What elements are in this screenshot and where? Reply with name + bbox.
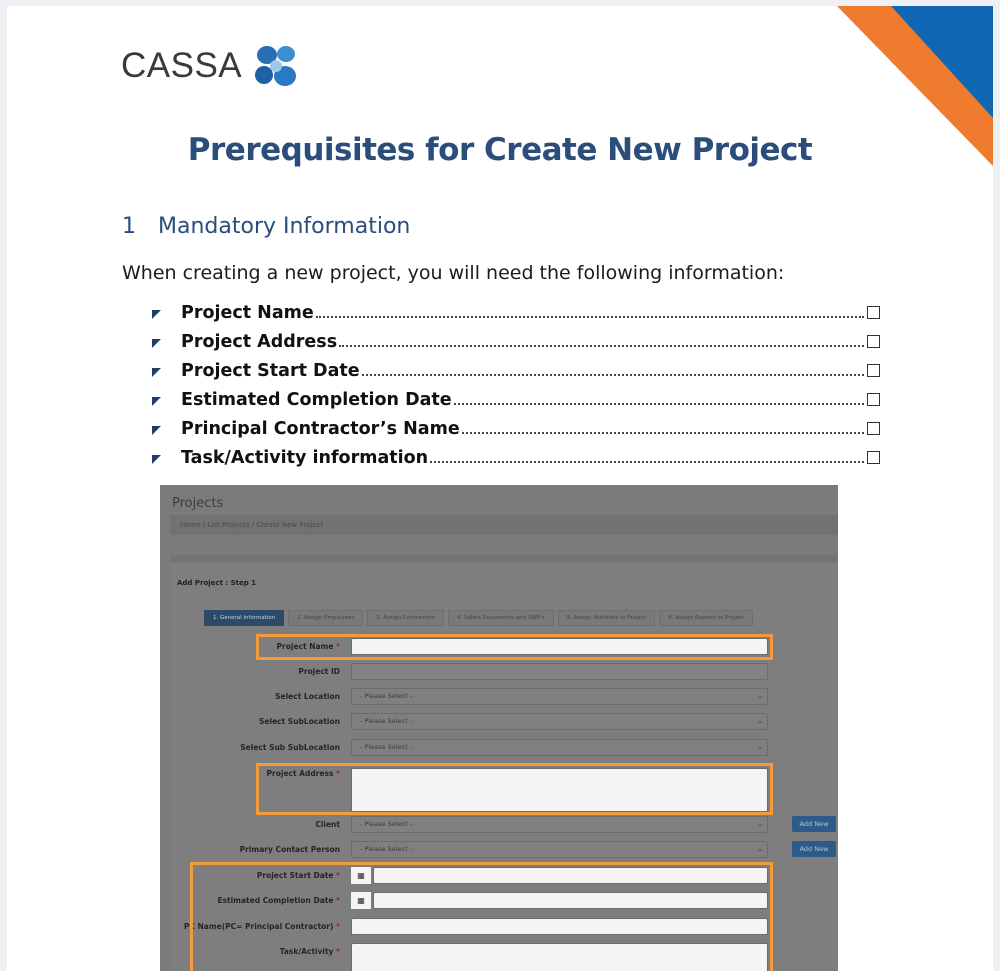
checklist-item-label: Project Address (181, 331, 338, 352)
checkbox[interactable] (867, 422, 880, 435)
bullet-icon (152, 339, 161, 348)
chevron-down-icon: ⌄ (757, 820, 763, 828)
page-title: Prerequisites for Create New Project (187, 132, 813, 168)
bullet-icon (152, 397, 161, 406)
subsublocation-select[interactable]: - Please Select - ⌄ (351, 739, 768, 756)
chevron-down-icon: ⌄ (757, 845, 763, 853)
select-subsublocation-row (160, 737, 838, 759)
create-project-screenshot (160, 485, 838, 971)
field-label: Task/Activity * (279, 947, 340, 956)
checkbox[interactable] (867, 451, 880, 464)
section-number: 1 (122, 214, 136, 239)
logo-text: CASSA (121, 46, 243, 85)
tab-assign-activities[interactable]: 5. Assign Activities to Project (558, 610, 656, 626)
wizard-tabs (204, 610, 757, 626)
dot-leader (339, 331, 864, 347)
intro-paragraph: When creating a new project, you will need the following information: (122, 262, 785, 284)
add-new-contact-button[interactable]: Add New (792, 841, 836, 857)
client-row (160, 814, 838, 836)
client-select[interactable]: - Please Select - ⌄ (351, 816, 768, 833)
field-label: Select Sub SubLocation (240, 743, 340, 752)
add-new-client-button[interactable]: Add New (792, 816, 836, 832)
dot-leader (316, 302, 864, 318)
checklist-item (152, 327, 880, 356)
dot-leader (362, 360, 864, 376)
breadcrumb: Home / List Projects / Create New Project (170, 515, 838, 535)
highlight-project-address (256, 763, 773, 815)
dot-leader (462, 418, 864, 434)
dot-leader (454, 389, 864, 405)
card-header: Add Project : Step 1 (177, 579, 257, 587)
cassa-logo (121, 40, 302, 92)
bullet-icon (152, 310, 161, 319)
chevron-down-icon: ⌄ (757, 717, 763, 725)
checklist-item-label: Principal Contractor’s Name (181, 418, 460, 439)
primary-contact-select[interactable]: - Please Select - ⌄ (351, 841, 768, 858)
chevron-down-icon: ⌄ (757, 743, 763, 751)
checklist-item (152, 385, 880, 414)
bullet-icon (152, 368, 161, 377)
field-label: Project Address * (266, 769, 340, 778)
field-label: Select Location (275, 692, 340, 701)
tab-assign-employees[interactable]: 2. Assign Employees (288, 610, 363, 626)
checklist-item-label: Task/Activity information (181, 447, 429, 468)
projects-page-title: Projects (172, 496, 224, 511)
logo-mark-icon (250, 40, 302, 92)
field-label: Project ID (298, 667, 340, 676)
checklist-item (152, 356, 880, 385)
checkbox[interactable] (867, 393, 880, 406)
checklist-item-label: Estimated Completion Date (181, 389, 452, 410)
field-label: PC Name(PC= Principal Contractor) * (183, 922, 340, 931)
field-label: Project Start Date * (256, 871, 340, 880)
location-select[interactable]: - Please Select - ⌄ (351, 688, 768, 705)
tab-general-information[interactable]: 1. General Information (204, 610, 284, 626)
field-label: Client (315, 820, 340, 829)
checkbox[interactable] (867, 364, 880, 377)
checklist (152, 298, 880, 472)
project-id-row (160, 661, 838, 683)
field-label: Select SubLocation (259, 717, 340, 726)
field-label: Project Name * (276, 642, 340, 651)
primary-contact-row (160, 839, 838, 861)
checklist-item-label: Project Start Date (181, 360, 360, 381)
field-label: Estimated Completion Date * (217, 896, 340, 905)
checklist-item (152, 298, 880, 327)
bullet-icon (152, 455, 161, 464)
checkbox[interactable] (867, 335, 880, 348)
project-id-input[interactable] (351, 663, 768, 680)
calendar-icon[interactable]: ▦ (351, 892, 371, 909)
checklist-item (152, 414, 880, 443)
checkbox[interactable] (867, 306, 880, 319)
field-label: Primary Contact Person (239, 845, 340, 854)
section-title: Mandatory Information (158, 214, 411, 239)
dot-leader (430, 447, 864, 463)
section-heading (122, 214, 410, 239)
select-sublocation-row (160, 711, 838, 733)
checklist-item (152, 443, 880, 472)
checklist-item-label: Project Name (181, 302, 314, 323)
highlight-project-name (256, 634, 773, 660)
chevron-down-icon: ⌄ (757, 692, 763, 700)
tab-assign-reports[interactable]: 6. Assign Reports to Project (659, 610, 753, 626)
highlight-dates-and-tasks (190, 862, 773, 971)
sublocation-select[interactable]: - Please Select - ⌄ (351, 713, 768, 730)
calendar-icon[interactable]: ▦ (351, 867, 371, 884)
tab-assign-contractors[interactable]: 3. Assign Contractors (367, 610, 444, 626)
bullet-icon (152, 426, 161, 435)
document-page (7, 6, 993, 971)
tab-select-documents[interactable]: 4. Select Documents and SWP's (448, 610, 554, 626)
divider (170, 555, 838, 563)
select-location-row (160, 686, 838, 708)
